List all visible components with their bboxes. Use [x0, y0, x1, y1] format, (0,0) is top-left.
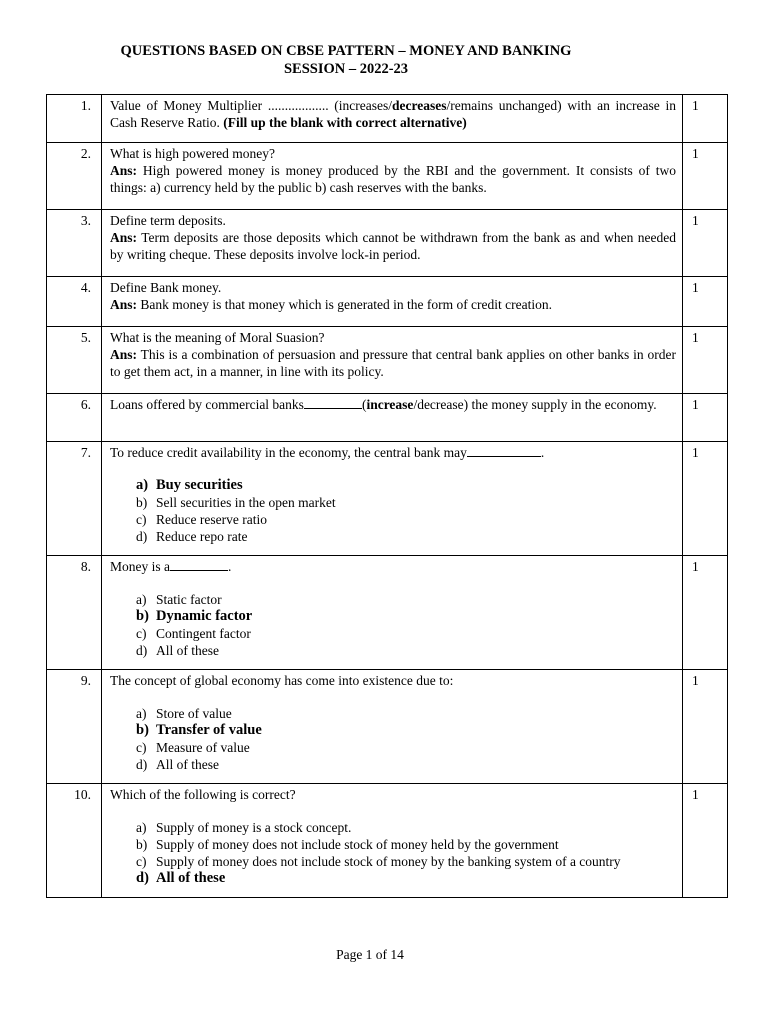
answer-text: Ans: High powered money is money produced by the RBI and the government. It consists of two things: a) currency held by the public b) cash reserves with the banks.	[110, 163, 676, 195]
question-row	[47, 670, 728, 784]
question-number: 5.	[80, 330, 91, 345]
marks: 1	[692, 213, 699, 228]
question-text: What is high powered money?	[110, 146, 275, 161]
question-text: To reduce credit availability in the economy, the central bank may .	[110, 445, 545, 460]
question-number: 8.	[80, 559, 91, 574]
marks: 1	[692, 787, 699, 802]
marks: 1	[692, 280, 699, 295]
question-number: 3.	[80, 213, 91, 228]
question-number: 7.	[80, 445, 91, 460]
question-text: Which of the following is correct?	[110, 787, 296, 802]
question-text: The concept of global economy has come into existence due to:	[110, 673, 454, 688]
option-item: c) Supply of money does not include stock of money by the banking system of a country	[136, 854, 621, 869]
question-text: What is the meaning of Moral Suasion?	[110, 330, 325, 345]
marks: 1	[692, 445, 699, 460]
answer-text: Ans: Term deposits are those deposits which cannot be withdrawn from the bank as and when needed by writing cheque. These deposits involve lock-in period.	[110, 230, 676, 262]
questions-table	[46, 94, 728, 898]
marks: 1	[692, 146, 699, 161]
fill-blank	[170, 558, 228, 571]
option-item: b) Dynamic factor	[136, 608, 253, 624]
option-item: d) All of these	[136, 870, 226, 886]
answer-text: Ans: This is a combination of persuasion and pressure that central bank applies on other banks in order to get them act, in a manner, in line with its policy.	[110, 347, 676, 379]
document-session: SESSION – 2022-23	[283, 61, 409, 77]
question-number: 4.	[80, 280, 91, 295]
option-item: a) Buy securities	[136, 477, 243, 493]
question-text: Loans offered by commercial banks (increase/decrease) the money supply in the economy.	[110, 397, 657, 412]
question-row	[47, 442, 728, 556]
question-row	[47, 784, 728, 898]
question-number: 2.	[80, 146, 91, 161]
question-row	[47, 95, 728, 143]
page-number: Page 1 of 14	[336, 947, 404, 962]
option-item: c) Measure of value	[136, 740, 250, 755]
question-text: Define Bank money.	[110, 280, 222, 295]
question-text: Value of Money Multiplier .................. (increases/decreases/remains unchanged) with an increase in Cash Reserve Ratio. (Fill up the blank with correct alternative)	[110, 98, 676, 130]
question-number: 10.	[74, 787, 91, 802]
question-text: Define term deposits.	[110, 213, 226, 228]
fill-blank	[467, 444, 541, 457]
question-row	[47, 327, 728, 394]
option-item: a) Supply of money is a stock concept.	[136, 820, 352, 835]
marks: 1	[692, 397, 699, 412]
fill-blank	[304, 396, 362, 409]
marks: 1	[692, 98, 699, 113]
options-list	[110, 819, 676, 887]
question-row	[47, 143, 728, 210]
options-list	[110, 591, 676, 659]
option-item: c) Contingent factor	[136, 626, 251, 641]
marks: 1	[692, 673, 699, 688]
options-list	[110, 705, 676, 773]
option-item: b) Transfer of value	[136, 722, 262, 738]
marks: 1	[692, 330, 699, 345]
marks: 1	[692, 559, 699, 574]
answer-text: Ans: Bank money is that money which is generated in the form of credit creation.	[110, 297, 553, 312]
question-text: Money is a .	[110, 559, 232, 574]
question-number: 1.	[80, 98, 91, 113]
question-number: 6.	[80, 397, 91, 412]
option-item: d) All of these	[136, 643, 219, 658]
option-item: b) Supply of money does not include stock of money held by the government	[136, 837, 559, 852]
option-item: c) Reduce reserve ratio	[136, 512, 267, 527]
option-item: d) All of these	[136, 757, 219, 772]
option-item: d) Reduce repo rate	[136, 529, 248, 544]
option-item: b) Sell securities in the open market	[136, 495, 336, 510]
question-number: 9.	[80, 673, 91, 688]
option-item: a) Static factor	[136, 592, 222, 607]
question-row	[47, 210, 728, 277]
question-row	[47, 394, 728, 442]
document-title: QUESTIONS BASED ON CBSE PATTERN – MONEY AND BANKING	[120, 43, 572, 59]
question-row	[47, 556, 728, 670]
question-row	[47, 277, 728, 327]
option-item: a) Store of value	[136, 706, 232, 721]
options-list	[110, 477, 676, 545]
